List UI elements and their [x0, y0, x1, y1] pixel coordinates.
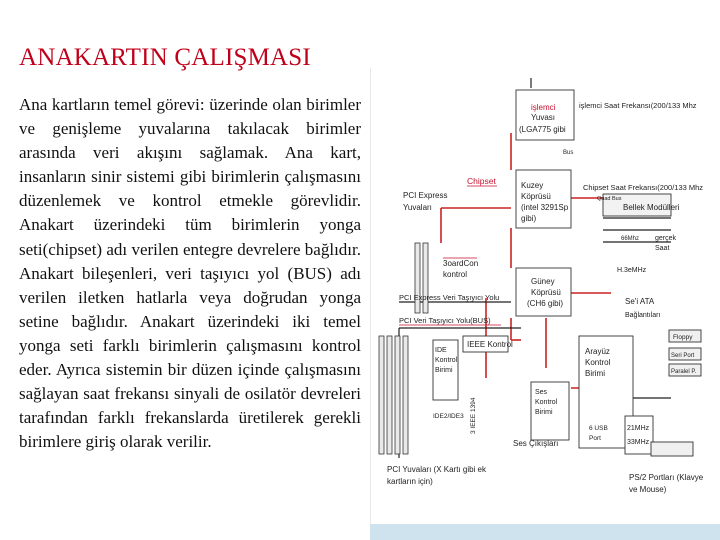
- ide-control-label-3: Birimi: [435, 367, 453, 374]
- north-bridge-label-2: Köprüsü: [521, 192, 551, 201]
- board-control-label-1: 3oardCon: [443, 259, 479, 268]
- ide-control-label-2: Kontrol: [435, 357, 458, 364]
- sound-control-label-1: Ses: [535, 389, 548, 396]
- south-bridge-label-3: (CH6 gibi): [527, 299, 564, 308]
- interface-control-label-3: Birimi: [585, 369, 605, 378]
- sound-control-label-3: Birimi: [535, 409, 553, 416]
- interface-control-label-1: Arayüz: [585, 347, 610, 356]
- chipset-label: Chipset: [467, 176, 496, 186]
- usb-label-2: Port: [589, 435, 601, 442]
- fsb-label: Bus: [563, 150, 574, 156]
- cpu-clock-label: işlemci Saat Frekansı(200/133 Mhz: [579, 101, 697, 110]
- pci-express-label-2: Yuvaları: [403, 203, 432, 212]
- interface-control-label-2: Kontrol: [585, 358, 611, 367]
- sound-out-label: Ses Çıkışları: [513, 439, 559, 448]
- north-bridge-label-1: Kuzey: [521, 181, 544, 190]
- ide-connector-label: IDE2/IDE3: [433, 413, 464, 420]
- motherboard-block-diagram: [370, 68, 720, 524]
- pci-express-label-1: PCI Express: [403, 191, 448, 200]
- north-bridge-label-4: gibi): [521, 214, 537, 223]
- cpu-socket-label-1: işlemci: [531, 103, 556, 112]
- serial-port-label: Seri Port: [671, 353, 695, 359]
- decorative-band-bottom: [370, 524, 720, 540]
- sata-label-2: Bağlantıları: [625, 312, 661, 319]
- freq-66-label: 66Mhz: [621, 236, 640, 242]
- usb-label-1: 6 USB: [589, 425, 608, 432]
- parallel-port-label: Paralel P.: [671, 369, 697, 375]
- slide-title: ANAKARTIN ÇALIŞMASI: [19, 44, 311, 71]
- realtime-clock-label-1: gerçek: [655, 235, 677, 242]
- chipset-clock-label: Chipset Saat Frekansı(200/133 Mhz: [583, 183, 704, 192]
- cpu-socket-label-3: (LGA775 gibi: [519, 125, 566, 134]
- ieee-control-label: IEEE Kontrol: [467, 340, 513, 349]
- realtime-clock-label-2: Saat: [655, 245, 670, 252]
- memory-modules-label: Bellek Modülleri: [623, 203, 680, 212]
- slide-body-text: Ana kartların temel görevi: üzerinde olan birimler ve genişleme yuvalarına takılacak birimler arasında veri akışını sağlamak. Ana kart, insanların sinir sistemi gibi birimlerin çalışmasını düzenlemek ve kontrol etmekle görevlidir. Anakart üzerindeki tüm birimlerin yonga seti(chipset) adı verilen entegre devrelere bağlıdır. Anakart bileşenleri, veri taşıyıcı yol (BUS) adı verilen iletken hatlarla veya doğrudan yonga setine bağlıdır. Anakart üzerindeki iki temel yonga seti farklı birimlerin çalışmasını kontrol eder. Ayrıca sistemin bir düzen içinde çalışmasını sağlayan saat frekansı sinyali de osilatör devreleri tarafından farklı frekanslarda üretilerek gerekli birimlere giriş olarak verilir.: [19, 95, 361, 452]
- south-bridge-label-2: Köprüsü: [531, 288, 561, 297]
- sound-control-label-2: Kontrol: [535, 399, 558, 406]
- freq-h-label: H.3eMHz: [617, 267, 647, 274]
- north-bridge-label-3: (intel 3291Sp: [521, 203, 569, 212]
- ps2-ports-label-2: ve Mouse): [629, 485, 667, 494]
- ieee-1394-label: 3 IEEE 1394: [470, 397, 477, 434]
- cpu-socket-label-2: Yuvası: [531, 113, 556, 122]
- floppy-label: Floppy: [673, 334, 693, 341]
- pci-bus-label: PCI Veri Taşıyıcı Yolu(BUS): [399, 316, 491, 325]
- board-control-label-2: kontrol: [443, 270, 468, 279]
- sata-label-1: Se'i ATA: [625, 297, 655, 306]
- pci-express-bus-label: PCI Express Veri Taşıyıcı Yolu: [399, 293, 500, 302]
- south-bridge-label-1: Güney: [531, 277, 555, 286]
- ps2-ports-label-1: PS/2 Portları (Klavye: [629, 473, 704, 482]
- pci-slots-label-1: PCI Yuvaları (X Kartı gibi ek: [387, 465, 487, 474]
- pci-slots-label-2: kartların için): [387, 477, 433, 486]
- memory-bus-label: Quad Bus: [597, 196, 622, 202]
- pci-slots: [379, 243, 428, 454]
- freq-21-label: 21MHz: [627, 425, 650, 432]
- ide-control-label-1: IDE: [435, 347, 447, 354]
- freq-33-label: 33MHz: [627, 439, 650, 446]
